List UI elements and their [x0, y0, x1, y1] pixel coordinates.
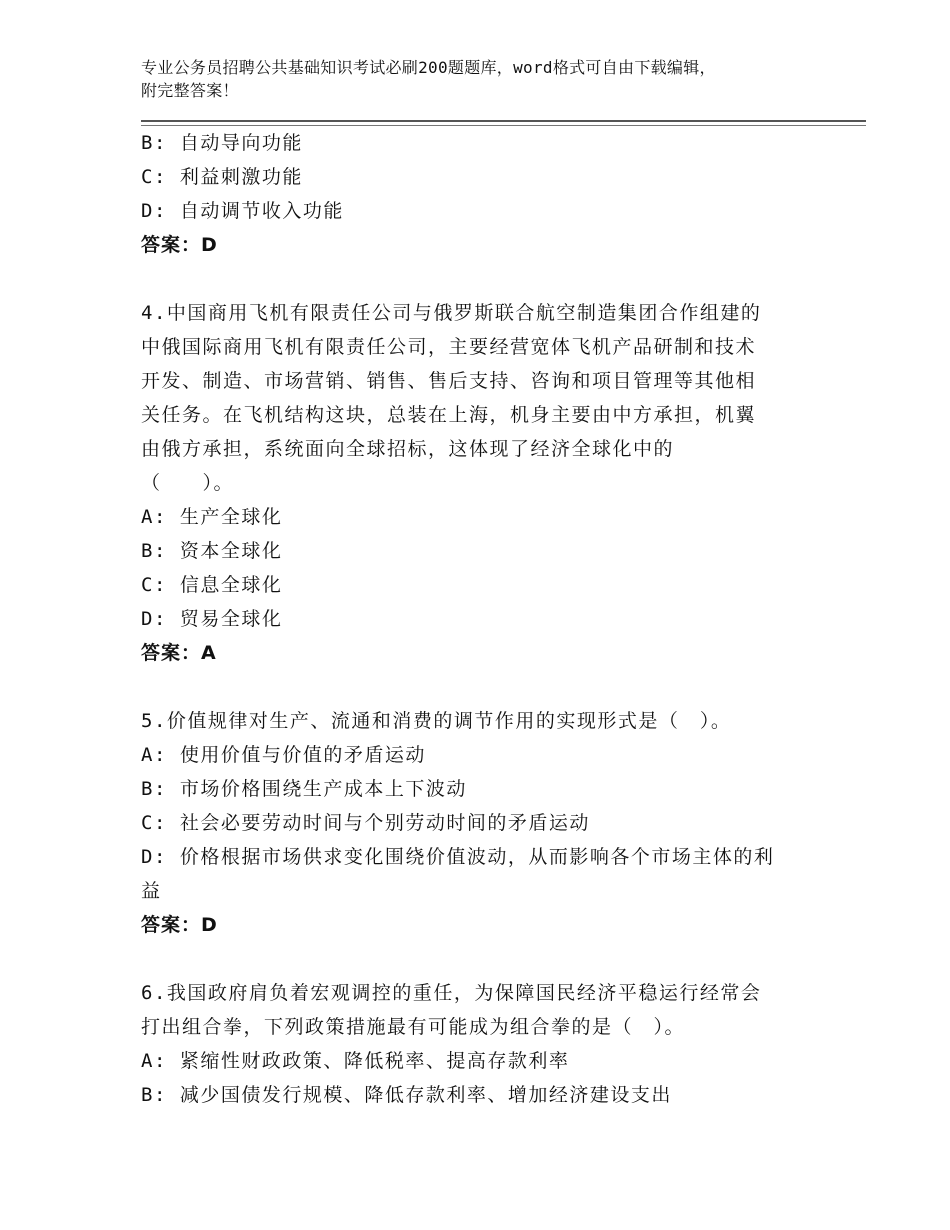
- q6-option-b: B: 减少国债发行规模、降低存款利率、增加经济建设支出: [141, 1084, 672, 1106]
- q4-stem-line: 由俄方承担，系统面向全球招标，这体现了经济全球化中的: [141, 438, 675, 460]
- q3-option-b: B: 自动导向功能: [141, 132, 303, 154]
- header-line-1: 专业公务员招聘公共基础知识考试必刷200题题库，word格式可自由下载编辑，: [141, 58, 716, 77]
- question-content: [141, 126, 811, 1112]
- spacer: [141, 262, 811, 296]
- q3-option-c: C: 利益刺激功能: [141, 166, 303, 188]
- q5-option-a: A: 使用价值与价值的矛盾运动: [141, 744, 426, 766]
- q6-option-a: A: 紧缩性财政政策、降低税率、提高存款利率: [141, 1050, 570, 1072]
- q4-answer: 答案：A: [141, 642, 217, 664]
- q4-stem-line: 中俄国际商用飞机有限责任公司，主要经营宽体飞机产品研制和技术: [141, 336, 757, 358]
- question-3: [141, 126, 811, 262]
- question-5: [141, 704, 811, 942]
- q4-option-b: B: 资本全球化: [141, 540, 283, 562]
- q4-option-c: C: 信息全球化: [141, 574, 283, 596]
- q4-option-d: D: 贸易全球化: [141, 608, 283, 630]
- q4-stem-line: （ ）。: [141, 472, 235, 494]
- q5-stem-line: 5.价值规律对生产、流通和消费的调节作用的实现形式是（ ）。: [141, 710, 732, 732]
- spacer: [141, 942, 811, 976]
- header-divider-thick: [141, 120, 866, 122]
- q3-option-d: D: 自动调节收入功能: [141, 200, 344, 222]
- q6-stem-line: 打出组合拳，下列政策措施最有可能成为组合拳的是（ ）。: [141, 1016, 686, 1038]
- q3-answer: 答案：D: [141, 234, 218, 256]
- document-header: [141, 56, 821, 102]
- q5-option-b: B: 市场价格围绕生产成本上下波动: [141, 778, 467, 800]
- q6-stem-line: 6.我国政府肩负着宏观调控的重任，为保障国民经济平稳运行经常会: [141, 982, 762, 1004]
- q4-stem-line: 开发、制造、市场营销、销售、售后支持、咨询和项目管理等其他相: [141, 370, 757, 392]
- q5-option-d-line: D: 价格根据市场供求变化围绕价值波动，从而影响各个市场主体的利: [141, 846, 775, 868]
- q5-option-c: C: 社会必要劳动时间与个别劳动时间的矛盾运动: [141, 812, 590, 834]
- q4-stem-line: 关任务。在飞机结构这块，总装在上海，机身主要由中方承担，机翼: [141, 404, 757, 426]
- spacer: [141, 670, 811, 704]
- question-4: [141, 296, 811, 670]
- q5-option-d-line: 益: [141, 880, 162, 902]
- q5-answer: 答案：D: [141, 914, 218, 936]
- q4-option-a: A: 生产全球化: [141, 506, 283, 528]
- q4-stem-line: 4.中国商用飞机有限责任公司与俄罗斯联合航空制造集团合作组建的: [141, 302, 762, 324]
- question-6: [141, 976, 811, 1112]
- header-line-2: 附完整答案！: [141, 81, 239, 100]
